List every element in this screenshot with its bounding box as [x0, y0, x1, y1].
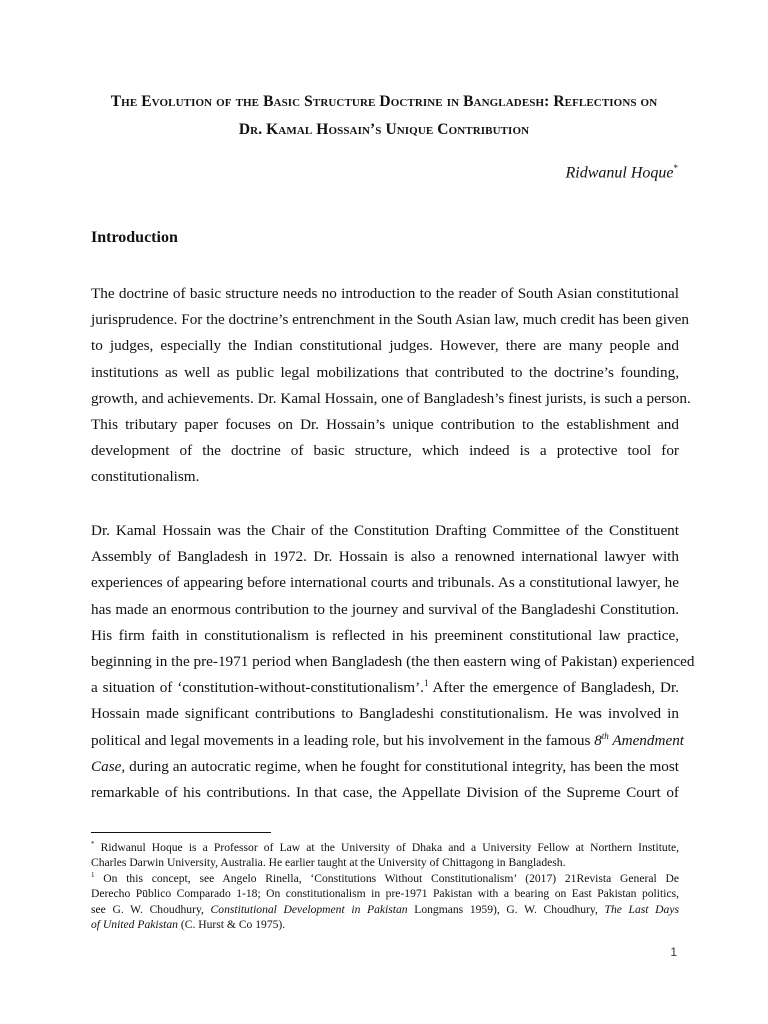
paragraph-2-line [91, 675, 679, 701]
footnote-line [91, 871, 679, 886]
title-line-2: Dr. Kamal Hossain’s Unique Contribution [238, 121, 530, 138]
book-title: of United Pakistan [91, 918, 178, 932]
case-number: 8 [594, 731, 602, 749]
paragraph-1-line: development of the doctrine of basic structure, which indeed is a protective tool for [91, 442, 679, 460]
book-title: Constitutional Development in Pakistan [210, 902, 408, 916]
footnote-marker: 1 [91, 871, 95, 880]
author-footnote-marker[interactable]: * [673, 163, 678, 173]
author-byline [566, 163, 679, 182]
footnote-line: Charles Darwin University, Australia. He earlier taught at the University of Chittagong in Bangladesh. [91, 856, 566, 870]
paragraph-2-line: Assembly of Bangladesh in 1972. Dr. Hossain is also a renowned international lawyer with [91, 548, 679, 566]
ordinal-suffix: th [601, 730, 609, 741]
paragraph-1-line: institutions as well as public legal mobilizations that contributed to the doctrine’s founding, [91, 363, 679, 381]
footnote-ref-1[interactable]: 1 [423, 678, 429, 689]
footnote-line [91, 840, 679, 855]
paragraph-1 [91, 281, 691, 491]
footnote-text: Ridwanul Hoque is a Professor of Law at the University of Dhaka and a University Fellow at Northern Institute, [94, 841, 679, 854]
paragraph-1-line: constitutionalism. [91, 468, 200, 486]
paragraph-1-line: jurisprudence. For the doctrine’s entrenchment in the South Asian law, much credit has been given [91, 311, 689, 329]
paragraph-1-line: The doctrine of basic structure needs no introduction to the reader of South Asian constitutional [91, 285, 679, 302]
page-number: 1 [670, 945, 677, 959]
footnote-line: Derecho Pūblico Comparado 1-18; On constitutionalism in pre-1971 Pakistan with a bearing on East Pakistan politics, [91, 887, 679, 901]
book-title: The Last Days [604, 902, 679, 916]
paragraph-2-line: Hossain made significant contributions to Bangladeshi constitutionalism. He was involved in [91, 705, 679, 723]
line-text: during an autocratic regime, when he fought for constitutional integrity, has been the most [125, 757, 679, 775]
footnote-line [91, 902, 679, 917]
title-line-1: The Evolution of the Basic Structure Doctrine in Bangladesh: Reflections on [110, 93, 658, 110]
line-text: political and legal movements in a leading role, but his involvement in the famous [91, 731, 595, 749]
footnote-1 [91, 871, 679, 933]
paragraph-2 [91, 518, 695, 806]
line-text: After the emergence of Bangladesh, Dr. [428, 679, 679, 697]
paragraph-1-line: to judges, especially the Indian constitutional judges. However, there are many people and [91, 337, 679, 355]
paragraph-2-line: His firm faith in constitutionalism is reflected in his preeminent constitutional law practice, [91, 626, 679, 644]
footnote-separator [91, 832, 271, 833]
footnote-text: see G. W. Choudhury, [91, 902, 211, 916]
paragraph-1-line: growth, and achievements. Dr. Kamal Hossain, one of Bangladesh’s finest jurists, is such a person. [91, 389, 691, 407]
line-text: a situation of ‘constitution-without-constitutionalism’. [91, 679, 424, 697]
case-name-italic [594, 732, 684, 749]
paragraph-2-line: has made an enormous contribution to the journey and survival of the Bangladeshi Constitution. [91, 600, 679, 618]
paragraph-2-line [91, 754, 679, 780]
paragraph-1-line: This tributary paper focuses on Dr. Hossain’s unique contribution to the establishment and [91, 415, 679, 433]
footnote-text: (C. Hurst & Co 1975). [177, 918, 286, 932]
author-name: Ridwanul Hoque [565, 164, 674, 182]
footnote-marker: * [91, 840, 95, 849]
paragraph-2-line: Dr. Kamal Hossain was the Chair of the Constitution Drafting Committee of the Constituent [91, 522, 679, 539]
footnote-line [91, 917, 679, 932]
paragraph-2-line: beginning in the pre-1971 period when Bangladesh (the then eastern wing of Pakistan) experienced [91, 652, 695, 670]
footnote-author [91, 840, 679, 871]
case-name-part: Amendment [608, 731, 685, 749]
section-heading: Introduction [91, 229, 178, 246]
footnote-text: On this concept, see Angelo Rinella, ‘Constitutions Without Constitutionalism’ (2017) 21Revista General De [94, 872, 679, 885]
paragraph-2-line [91, 728, 685, 754]
paragraph-2-line: remarkable of his contributions. In that case, the Appellate Division of the Supreme Court of [91, 783, 679, 801]
case-name-italic: Case, [91, 757, 126, 775]
footnote-text: Longmans 1959), G. W. Choudhury, [407, 902, 605, 916]
paragraph-2-line: experiences of appearing before international courts and tribunals. As a constitutional lawyer, he [91, 574, 679, 592]
